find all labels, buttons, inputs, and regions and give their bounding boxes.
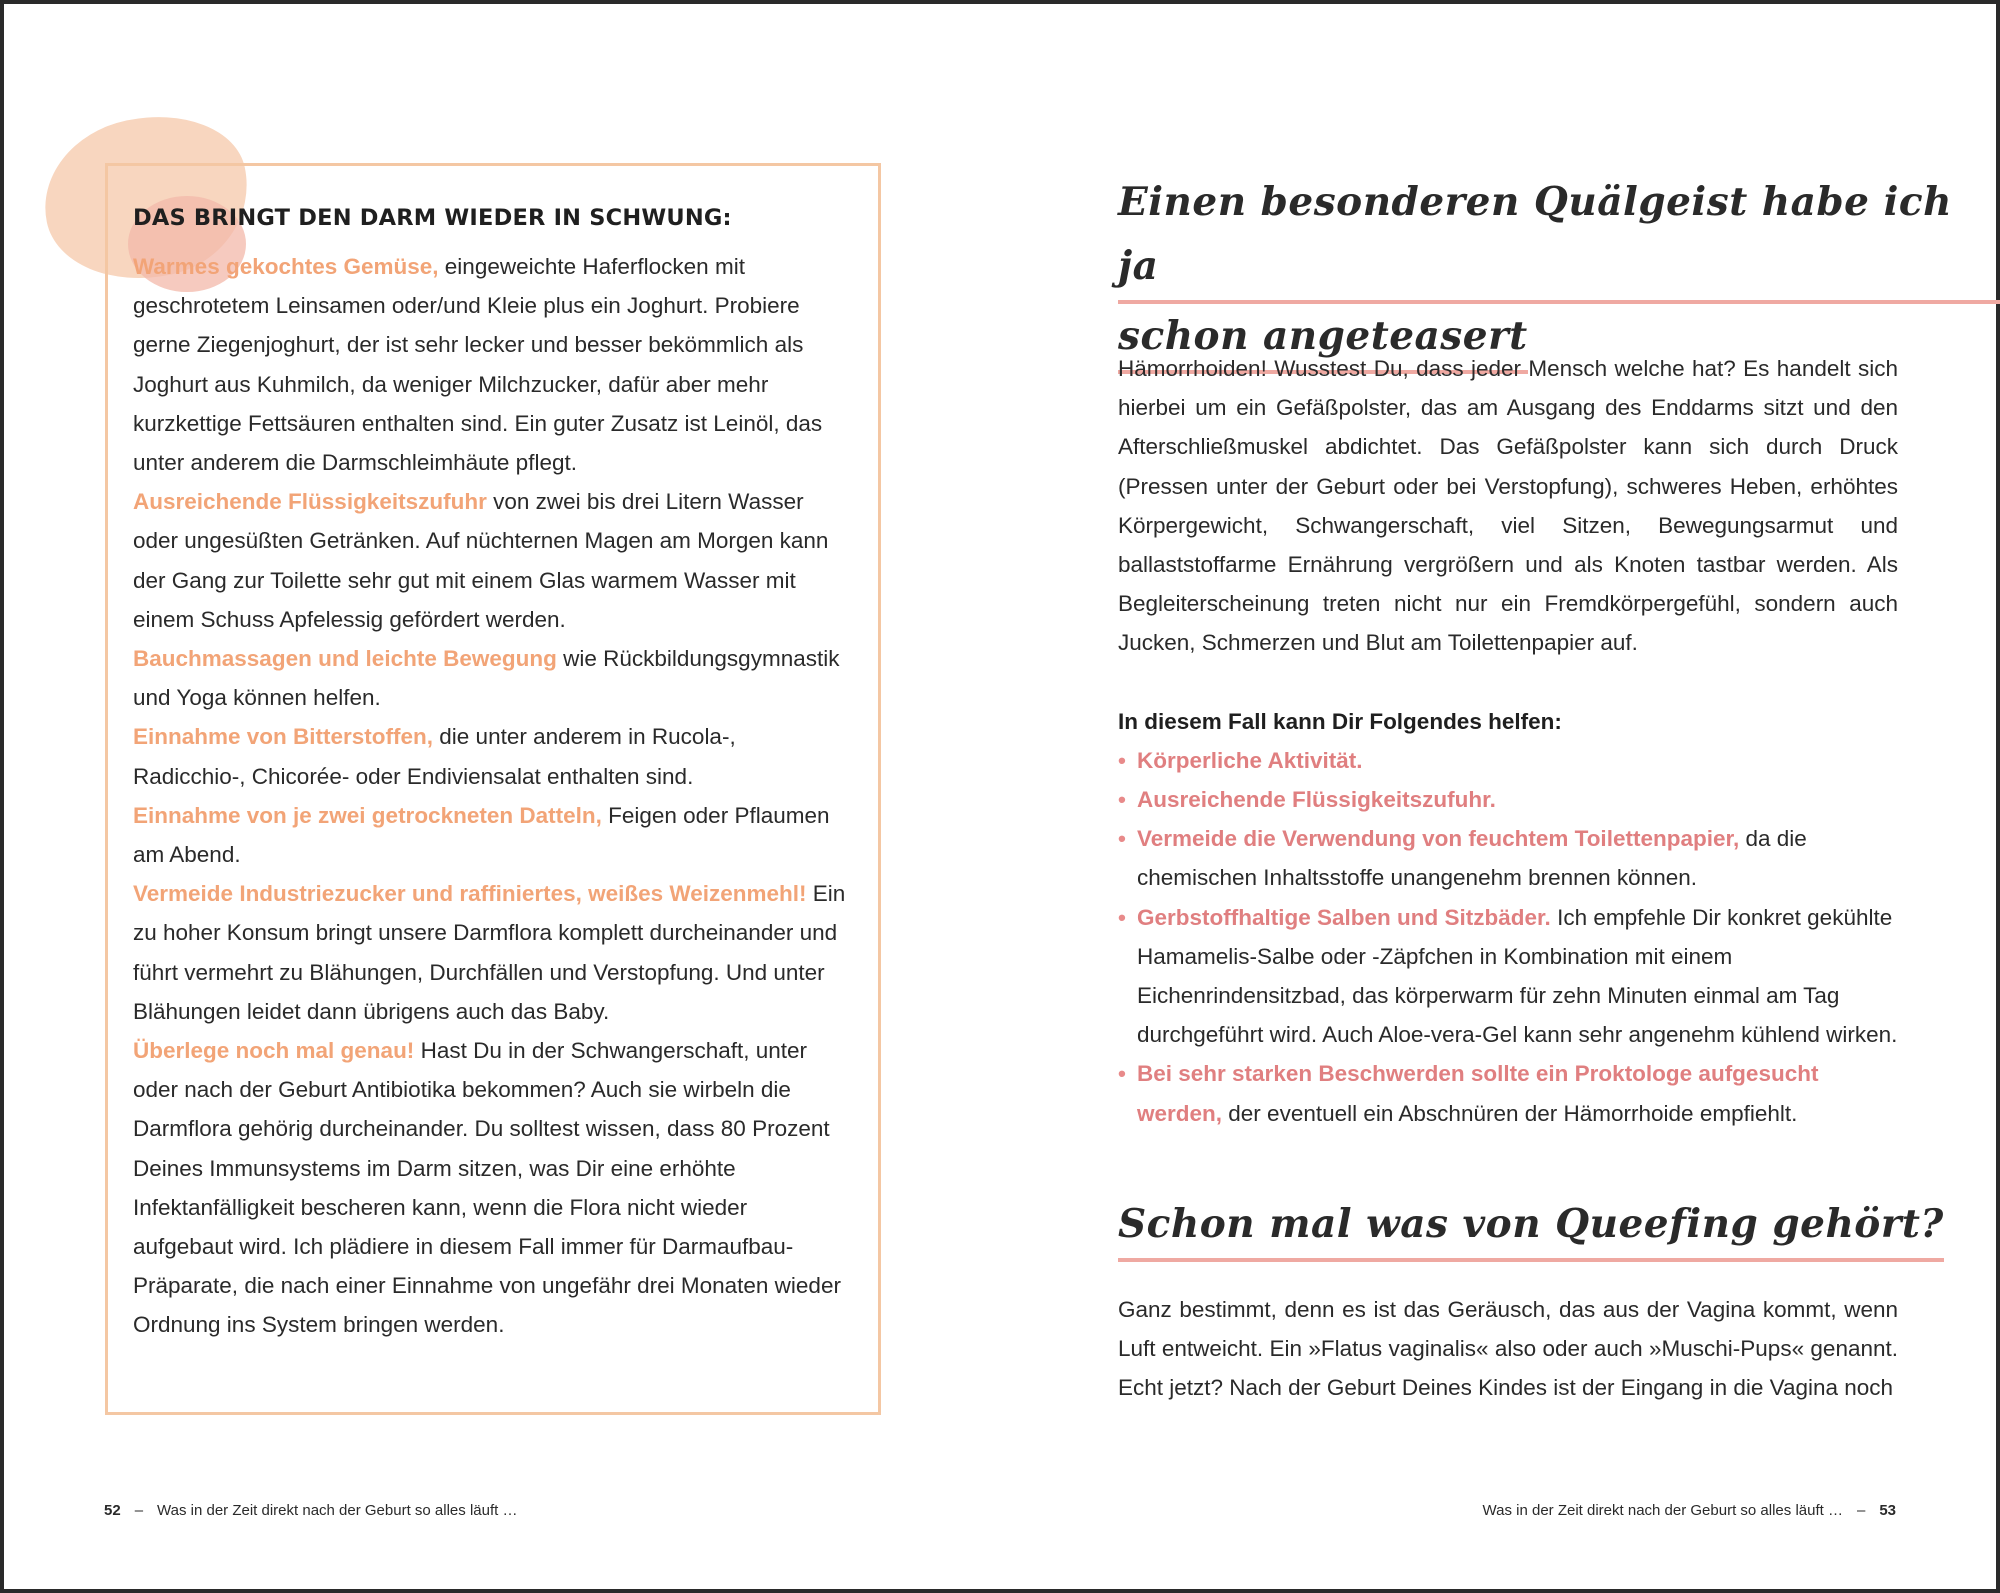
tip-text: Ein zu hoher Konsum bringt unsere Darmflora komplett durcheinander und führt vermehrt zu Blähungen, Durchfällen und Verstopfung. Und unter Blähungen leidet dann übrigens auch das Baby.	[133, 881, 846, 1024]
heading-line: Einen besonderen Quälgeist habe ich ja	[1118, 170, 2000, 304]
tip-paragraph	[133, 874, 853, 1031]
help-list	[1118, 741, 1898, 1133]
intro-paragraph: Hämorrhoiden! Wusstest Du, dass jeder Mensch welche hat? Es handelt sich hierbei um ein Gefäßpolster, das am Ausgang des Enddarms sitzt und den Afterschließmuskel abdichtet. Das Gefäßpolster kann sich durch Druck (Pressen unter der Geburt oder bei Verstopfung), schweres Heben, erhöhtes Körpergewicht, Schwangerschaft, viel Sitzen, Bewegungsarmut und ballaststoffarme Ernährung vergrößern und als Knoten tastbar werden. Als Begleiterscheinung treten nicht nur ein Fremdkörpergefühl, sondern auch Jucken, Schmerzen und Blut am Toilettenpapier auf.	[1118, 356, 1898, 656]
tip-box-content	[133, 205, 853, 1345]
tip-box-title: DAS BRINGT DEN DARM WIEDER IN SCHWUNG:	[133, 205, 732, 231]
running-title-right: Was in der Zeit direkt nach der Geburt so alles läuft …	[1482, 1502, 1843, 1519]
list-item-text: da die chemischen Inhaltsstoffe unangenehm brennen können.	[1137, 826, 1807, 891]
footer-right	[1483, 1502, 1896, 1519]
list-item	[1118, 741, 1898, 780]
tip-paragraph	[133, 639, 853, 717]
list-item-highlight: Ausreichende Flüssigkeitszufuhr.	[1137, 787, 1496, 813]
footer-separator: –	[134, 1502, 144, 1519]
tip-paragraph	[133, 247, 853, 482]
heading-line: Schon mal was von Queefing gehört?	[1118, 1192, 1944, 1262]
queefing-section	[1118, 1290, 1898, 1408]
list-item	[1118, 819, 1898, 897]
tip-text: eingeweichte Haferflocken mit geschrotetem Leinsamen oder/und Kleie plus ein Joghurt. Probiere gerne Ziegenjoghurt, der ist sehr lecker und besser bekömmlich als Joghurt aus Kuhmilch, da weniger Milchzucker, dafür aber mehr kurzkettige Fettsäuren enthalten sind. Ein guter Zusatz ist Leinöl, das unter anderem die Darmschleimhäute pflegt.	[133, 254, 823, 476]
tip-paragraph	[133, 482, 853, 639]
running-title-left: Was in der Zeit direkt nach der Geburt so alles läuft …	[157, 1502, 518, 1519]
list-item	[1118, 898, 1898, 1055]
hemorrhoids-section	[1118, 349, 1898, 1133]
tip-text: Feigen oder Pflaumen am Abend.	[133, 802, 830, 868]
tip-highlight: Einnahme von Bitterstoffen,	[133, 724, 434, 750]
tip-paragraph	[133, 796, 853, 874]
page-number-left: 52	[104, 1502, 121, 1519]
tip-paragraph	[133, 1031, 853, 1345]
list-item-text: der eventuell ein Abschnüren der Hämorrhoide empfiehlt.	[1222, 1100, 1798, 1126]
tip-paragraph	[133, 717, 853, 795]
section-heading-hemorrhoids	[1118, 170, 2000, 374]
list-item	[1118, 780, 1898, 819]
footer-left	[104, 1502, 517, 1519]
tip-highlight: Ausreichende Flüssigkeitszufuhr	[133, 489, 487, 515]
tip-text: von zwei bis drei Litern Wasser oder ungesüßten Getränken. Auf nüchternen Magen am Morgen kann der Gang zur Toilette sehr gut mit einem Glas warmem Wasser mit einem Schuss Apfelessig gefördert werden.	[133, 489, 829, 632]
page-number-right: 53	[1879, 1502, 1896, 1519]
list-item-highlight: Körperliche Aktivität.	[1137, 747, 1363, 773]
list-item-text: Ich empfehle Dir konkret gekühlte Hamamelis-Salbe oder -Zäpfchen in Kombination mit einem Eichenrindensitzbad, das körperwarm für zehn Minuten einmal am Tag durchgeführt wird. Auch Aloe-vera-Gel kann sehr angenehm kühlend wirken.	[1137, 904, 1898, 1048]
queefing-paragraph: Ganz bestimmt, denn es ist das Geräusch, das aus der Vagina kommt, wenn Luft entweicht. Ein »Flatus vaginalis« also oder auch »Muschi-Pups« genannt. Echt jetzt? Nach der Geburt Deines Kindes ist der Eingang in die Vagina noch	[1118, 1297, 1898, 1401]
tip-highlight: Überlege noch mal genau!	[133, 1038, 415, 1064]
list-item-highlight: Bei sehr starken Beschwerden sollte ein Proktologe aufgesucht werden,	[1137, 1061, 1819, 1126]
heading-line: schon angeteasert	[1118, 304, 1528, 374]
list-item-highlight: Gerbstoffhaltige Salben und Sitzbäder.	[1137, 904, 1551, 930]
tip-highlight: Bauchmassagen und leichte Bewegung	[133, 646, 557, 672]
tip-highlight: Vermeide Industriezucker und raffiniertes, weißes Weizenmehl!	[133, 881, 807, 907]
list-item	[1118, 1054, 1898, 1132]
tip-highlight: Einnahme von je zwei getrockneten Datteln,	[133, 802, 602, 828]
list-item-highlight: Vermeide die Verwendung von feuchtem Toilettenpapier,	[1137, 826, 1740, 852]
help-subheading: In diesem Fall kann Dir Folgendes helfen:	[1118, 708, 1562, 734]
tip-text: die unter anderem in Rucola-, Radicchio-, Chicorée- oder Endiviensalat enthalten sind.	[133, 724, 736, 789]
tip-highlight: Warmes gekochtes Gemüse,	[133, 254, 439, 279]
footer-separator: –	[1856, 1502, 1866, 1519]
tip-text: wie Rückbildungsgymnastik und Yoga können helfen.	[133, 646, 840, 711]
tip-text: Hast Du in der Schwangerschaft, unter oder nach der Geburt Antibiotika bekommen? Auch sie wirbeln die Darmflora gehörig durcheinander. Du solltest wissen, dass 80 Prozent Deines Immunsystems im Darm sitzen, was Dir eine erhöhte Infektanfälligkeit bescheren kann, wenn die Flora nicht wieder aufgebaut wird. Ich plädiere in diesem Fall immer für Darmaufbau-Präparate, die nach einer Einnahme von ungefähr drei Monaten wieder Ordnung ins System bringen werden.	[133, 1038, 841, 1338]
section-heading-queefing	[1118, 1192, 1944, 1262]
